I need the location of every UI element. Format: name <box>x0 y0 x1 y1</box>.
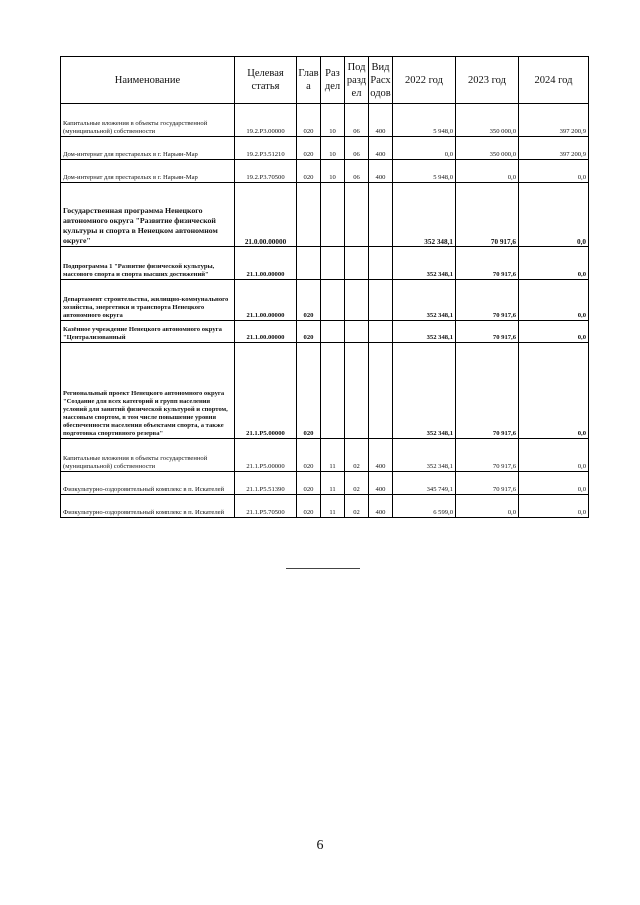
row-y2022: 345 749,1 <box>393 472 456 495</box>
row-section <box>321 280 345 321</box>
row-section <box>321 343 345 439</box>
row-chapter: 020 <box>297 137 321 160</box>
row-section: 10 <box>321 137 345 160</box>
row-subsection: 06 <box>345 137 369 160</box>
row-target: 21.1.00.00000 <box>235 321 297 343</box>
header-year-2024: 2024 год <box>519 57 589 104</box>
row-chapter: 020 <box>297 343 321 439</box>
row-y2023: 350 000,0 <box>456 137 519 160</box>
row-target: 21.1.P5.70500 <box>235 495 297 518</box>
row-section: 10 <box>321 104 345 137</box>
row-name: Казённое учреждение Ненецкого автономного округа "Централизованный <box>61 321 235 343</box>
row-y2024: 0,0 <box>519 183 589 247</box>
row-chapter: 020 <box>297 160 321 183</box>
row-name: Государственная программа Ненецкого автономного округа "Развитие физической культуры и спорта в Ненецком автономном округе" <box>61 183 235 247</box>
footer-divider <box>286 568 360 569</box>
row-y2022: 0,0 <box>393 137 456 160</box>
row-name: Физкультурно-оздоровительный комплекс в п. Искателей <box>61 472 235 495</box>
row-subsection <box>345 280 369 321</box>
row-target: 21.1.00.00000 <box>235 247 297 280</box>
row-y2024: 397 200,9 <box>519 137 589 160</box>
row-y2024: 0,0 <box>519 321 589 343</box>
row-name: Дом-интернат для престарелых в г. Нарьян-Мар <box>61 160 235 183</box>
row-target: 21.0.00.00000 <box>235 183 297 247</box>
row-subsection <box>345 247 369 280</box>
page-number: 6 <box>316 838 324 853</box>
row-y2023: 70 917,6 <box>456 280 519 321</box>
header-target-article: Целевая статья <box>235 57 297 104</box>
row-chapter: 020 <box>297 321 321 343</box>
table-row <box>61 321 589 343</box>
row-section <box>321 247 345 280</box>
row-name: Капитальные вложения в объекты государственной (муниципальной) собственности <box>61 104 235 137</box>
header-year-2023: 2023 год <box>456 57 519 104</box>
header-chapter: Глав а <box>297 57 321 104</box>
table-header-row <box>61 57 589 104</box>
row-name: Департамент строительства, жилищно-коммунального хозяйства, энергетики и транспорта Ненецкого автономного округа <box>61 280 235 321</box>
row-y2024: 0,0 <box>519 472 589 495</box>
table-row <box>61 439 589 472</box>
header-expense-type: Вид Расх одов <box>369 57 393 104</box>
row-y2023: 70 917,6 <box>456 247 519 280</box>
table-row <box>61 495 589 518</box>
row-y2023: 70 917,6 <box>456 472 519 495</box>
row-section: 11 <box>321 472 345 495</box>
row-subsection <box>345 321 369 343</box>
row-target: 21.1.P5.00000 <box>235 439 297 472</box>
row-section: 10 <box>321 160 345 183</box>
row-y2024: 0,0 <box>519 495 589 518</box>
row-name: Капитальные вложения в объекты государственной (муниципальной) собственности <box>61 439 235 472</box>
row-name: Дом-интернат для престарелых в г. Нарьян-Мар <box>61 137 235 160</box>
row-expense-type <box>369 321 393 343</box>
table-row <box>61 343 589 439</box>
row-section: 11 <box>321 439 345 472</box>
row-y2023: 70 917,6 <box>456 343 519 439</box>
row-chapter <box>297 183 321 247</box>
table-row <box>61 280 589 321</box>
row-expense-type <box>369 280 393 321</box>
table-row <box>61 183 589 247</box>
row-target: 19.2.P3.70500 <box>235 160 297 183</box>
row-y2022: 5 948,0 <box>393 104 456 137</box>
row-chapter: 020 <box>297 439 321 472</box>
row-expense-type <box>369 183 393 247</box>
budget-table <box>60 56 589 518</box>
row-y2022: 352 348,1 <box>393 439 456 472</box>
row-y2022: 352 348,1 <box>393 183 456 247</box>
row-y2023: 70 917,6 <box>456 439 519 472</box>
row-expense-type: 400 <box>369 495 393 518</box>
row-y2024: 0,0 <box>519 247 589 280</box>
row-expense-type: 400 <box>369 472 393 495</box>
row-section <box>321 321 345 343</box>
row-target: 21.1.P5.00000 <box>235 343 297 439</box>
row-subsection: 02 <box>345 495 369 518</box>
row-chapter: 020 <box>297 472 321 495</box>
header-year-2022: 2022 год <box>393 57 456 104</box>
row-y2023: 0,0 <box>456 160 519 183</box>
row-chapter <box>297 247 321 280</box>
row-expense-type: 400 <box>369 104 393 137</box>
row-subsection <box>345 183 369 247</box>
row-expense-type <box>369 247 393 280</box>
row-y2024: 0,0 <box>519 160 589 183</box>
row-y2024: 0,0 <box>519 439 589 472</box>
row-y2022: 352 348,1 <box>393 321 456 343</box>
row-target: 19.2.P3.00000 <box>235 104 297 137</box>
budget-sheet <box>60 56 588 518</box>
row-chapter: 020 <box>297 495 321 518</box>
row-y2024: 0,0 <box>519 280 589 321</box>
row-y2024: 397 200,9 <box>519 104 589 137</box>
table-row <box>61 160 589 183</box>
table-row <box>61 104 589 137</box>
row-target: 21.1.00.00000 <box>235 280 297 321</box>
row-expense-type <box>369 343 393 439</box>
row-target: 21.1.P5.51390 <box>235 472 297 495</box>
row-subsection: 06 <box>345 160 369 183</box>
row-name: Подпрограмма 1 "Развитие физической культуры, массового спорта и спорта высших достижений" <box>61 247 235 280</box>
row-chapter: 020 <box>297 280 321 321</box>
row-target: 19.2.P3.51210 <box>235 137 297 160</box>
row-y2023: 0,0 <box>456 495 519 518</box>
row-expense-type: 400 <box>369 137 393 160</box>
table-row <box>61 472 589 495</box>
row-section: 11 <box>321 495 345 518</box>
row-expense-type: 400 <box>369 160 393 183</box>
row-name: Региональный проект Ненецкого автономного округа "Создание для всех категорий и групп населения условий для занятий физической культурой и спортом, массовым спортом, в том числе повышение уровня обеспеченности населения объектами спорта, а также подготовка спортивного резерва" <box>61 343 235 439</box>
row-y2023: 70 917,6 <box>456 183 519 247</box>
row-subsection: 06 <box>345 104 369 137</box>
header-subsection: Под разд ел <box>345 57 369 104</box>
row-expense-type: 400 <box>369 439 393 472</box>
row-chapter: 020 <box>297 104 321 137</box>
table-row <box>61 247 589 280</box>
row-y2022: 352 348,1 <box>393 343 456 439</box>
row-y2024: 0,0 <box>519 343 589 439</box>
row-subsection: 02 <box>345 472 369 495</box>
table-row <box>61 137 589 160</box>
row-section <box>321 183 345 247</box>
row-y2022: 5 948,0 <box>393 160 456 183</box>
row-y2022: 6 599,0 <box>393 495 456 518</box>
header-name: Наименование <box>61 57 235 104</box>
row-subsection: 02 <box>345 439 369 472</box>
row-y2022: 352 348,1 <box>393 247 456 280</box>
row-y2023: 350 000,0 <box>456 104 519 137</box>
row-y2022: 352 348,1 <box>393 280 456 321</box>
row-y2023: 70 917,6 <box>456 321 519 343</box>
header-section: Раз дел <box>321 57 345 104</box>
row-subsection <box>345 343 369 439</box>
row-name: Физкультурно-оздоровительный комплекс в п. Искателей <box>61 495 235 518</box>
